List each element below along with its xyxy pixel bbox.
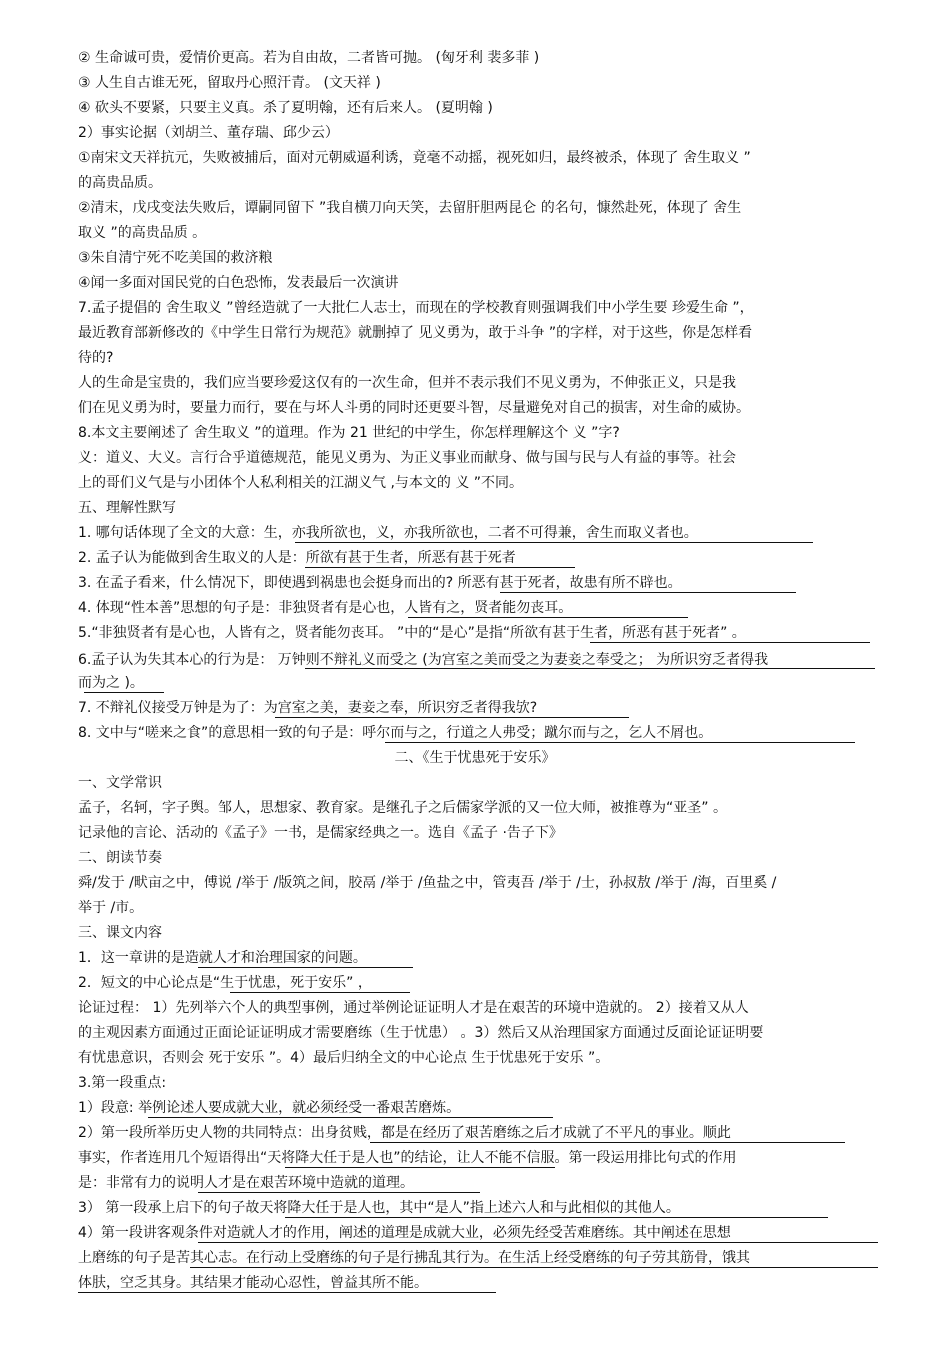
answer-underline: [500, 592, 796, 593]
section-heading: 五、理解性默写: [78, 500, 176, 516]
answer-underline: [295, 542, 813, 543]
content-item: 1．这一章讲的是造就人才和治理国家的问题。: [78, 950, 367, 966]
content-item: 论证过程： 1）先列举六个人的典型事例，通过举例论证证明人才是在艰苦的环境中造就的。 2）接着又从人: [78, 1000, 749, 1016]
content-item: 2．短文的中心论点是“生于忧患，死于安乐” ，: [78, 975, 372, 991]
section-heading: 二、朗读节奏: [78, 850, 162, 866]
text-line: ①南宋文天祥抗元，失败被捕后，面对元朝威逼利诱，竟毫不动摇，视死如归，最终被杀，体现了 舍生取义 ”: [78, 150, 751, 166]
answer-underline: [275, 717, 629, 718]
text-line: ②清末，戊戌变法失败后，谭嗣同留下 ”我自横刀向天笑，去留肝胆两昆仑 的名句，慷然赴死，体现了 舍生: [78, 200, 742, 216]
text-line: ③朱自清宁死不吃美国的救济粮: [78, 250, 273, 266]
answer-underline: [385, 742, 855, 743]
answer-underline: [305, 668, 875, 669]
answer-8: 义：道义、大义。言行合乎道德规范，能见义勇为、为正义事业而献身、做与国与民与人有益的事等。社会: [78, 450, 736, 466]
text-line: 记录他的言论、活动的《孟子》一书，是儒家经典之一。选自《孟子 ·告子下》: [78, 825, 563, 841]
content-item: 1）段意: 举例论述人要成就大业，就必须经受一番艰苦磨炼。: [78, 1100, 461, 1116]
text-line: ③ 人生自古谁无死，留取丹心照汗青。 (文天祥 ): [78, 75, 381, 91]
recitation-item: 6.孟子认为失其本心的行为是： 万钟则不辩礼义而受之 (为宫室之美而受之为妻妾之奉受之； 为所识穷乏者得我: [78, 652, 769, 668]
answer-underline: [230, 992, 410, 993]
question-7: 7.孟子提倡的 舍生取义 ”曾经造就了一大批仁人志士，而现在的学校教育则强调我们中小学生要 珍爱生命 ”，: [78, 300, 754, 316]
answer-7: 人的生命是宝贵的，我们应当要珍爱这仅有的一次生命，但并不表示我们不见义勇为，不伸张正义，只是我: [78, 375, 736, 391]
reading-rhythm: 舜/发于 /畎亩之中，傅说 /举于 /版筑之间，胶鬲 /举于 /鱼盐之中，管夷吾 /举于 /士，孙叔敖 /举于 /海，百里奚 /: [78, 875, 777, 891]
content-item: 3） 第一段承上启下的句子故天将降大任于是人也，其中“是人”指上述六人和与此相似的其他人。: [78, 1200, 680, 1216]
section-heading: 三、课文内容: [78, 925, 162, 941]
text-line: 的高贵品质。: [78, 175, 162, 191]
text-line: 最近教育部新修改的《中学生日常行为规范》就删掉了 见义勇为，敢于斗争 ”的字样，对于这些，你是怎样看: [78, 325, 753, 341]
recitation-item: 7. 不辩礼仪接受万钟是为了：为宫室之美，妻妾之奉，所识穷乏者得我欤?: [78, 700, 538, 716]
answer-underline: [305, 567, 575, 568]
recitation-item: 8. 文中与“嗟来之食”的意思相一致的句子是：呼尔而与之，行道之人弗受；蹴尔而与之，乞人不屑也。: [78, 725, 713, 741]
recitation-item: 1. 哪句话体现了全文的大意：生，亦我所欲也，义，亦我所欲也，二者不可得兼，舍生而取义者也。: [78, 525, 698, 541]
answer-underline: [78, 1292, 496, 1293]
answer-underline: [198, 967, 413, 968]
answer-underline: [285, 1167, 555, 1168]
text-line: 们在见义勇为时，要量力而行，要在与坏人斗勇的同时还更要斗智，尽量避免对自己的损害，对生命的威协。: [78, 400, 750, 416]
answer-underline: [370, 1142, 845, 1143]
answer-underline: [198, 1192, 480, 1193]
recitation-item: 4. 体现“性本善”思想的句子是：非独贤者有是心也，人皆有之，贤者能勿丧耳。: [78, 600, 573, 616]
answer-underline: [198, 1242, 878, 1243]
recitation-item: 3. 在孟子看来，什么情况下，即使遇到祸患也会挺身而出的? 所恶有甚于死者，故患有所不辟也。: [78, 575, 682, 591]
section-heading: 一、文学常识: [78, 775, 162, 791]
text-line: 待的?: [78, 350, 114, 366]
recitation-item: 2. 孟子认为能做到舍生取义的人是：所欲有甚于生者，所恶有甚于死者: [78, 550, 516, 566]
text-line: ④ 砍头不要紧，只要主义真。杀了夏明翰，还有后来人。 (夏明翰 ): [78, 100, 493, 116]
text-line: 2）事实论据（刘胡兰、董存瑞、邱少云）: [78, 125, 339, 141]
lesson-title: 二、《生于忧患死于安乐》: [394, 750, 556, 766]
text-line: 举于 /市。: [78, 900, 144, 916]
text-line: 孟子，名轲，字子舆。邹人，思想家、教育家。是继孔子之后儒家学派的又一位大师，被推尊为“亚圣” 。: [78, 800, 727, 816]
text-line: 上的哥们义气是与小团体个人私利相关的江湖义气 ,与本文的 义 ”不同。: [78, 475, 524, 491]
content-item: 4）第一段讲客观条件对造就人才的作用，阐述的道理是成就大业，必须先经受苦难磨练。其中阐述在思想: [78, 1225, 731, 1241]
text-line: 体肤，空乏其身。其结果才能动心忍性，曾益其所不能。: [78, 1275, 428, 1291]
text-line: 事实，作者连用几个短语得出“天将降大任于是人也”的结论，让人不能不信服。第一段运用排比句式的作用: [78, 1150, 737, 1166]
text-line: 是：非常有力的说明人才是在艰苦环境中造就的道理。: [78, 1175, 414, 1191]
text-line: ④闻一多面对国民党的白色恐怖，发表最后一次演讲: [78, 275, 399, 291]
content-item: 2）第一段所举历史人物的共同特点：出身贫贱，都是在经历了艰苦磨练之后才成就了不平凡的事业。顺此: [78, 1125, 731, 1141]
answer-underline: [190, 1267, 878, 1268]
text-line: 有忧患意识，否则会 死于安乐 ”。4）最后归纳全文的中心论点 生于忧患死于安乐 ”。: [78, 1050, 610, 1066]
content-item: 3.第一段重点:: [78, 1075, 167, 1091]
answer-underline: [148, 1117, 553, 1118]
answer-underline: [285, 1217, 828, 1218]
answer-underline: [408, 617, 688, 618]
text-line: ② 生命诚可贵，爱情价更高。若为自由故，二者皆可抛。 (匈牙利 裴多菲 ): [78, 50, 540, 66]
text-line: 而为之 )。: [78, 675, 144, 691]
text-line: 取义 ”的高贵品质 。: [78, 225, 207, 241]
recitation-item: 5.“非独贤者有是心也，人皆有之，贤者能勿丧耳。 ”中的“是心”是指“所欲有甚于生者，所恶有甚于死者” 。: [78, 625, 746, 641]
answer-underline: [84, 692, 164, 693]
answer-underline: [590, 642, 870, 643]
text-line: 上磨练的句子是苦其心志。在行动上受磨练的句子是行拂乱其行为。在生活上经受磨练的句子劳其筋骨，饿其: [78, 1250, 750, 1266]
question-8: 8.本文主要阐述了 舍生取义 ”的道理。作为 21 世纪的中学生，你怎样理解这个 义 ”字?: [78, 425, 620, 441]
text-line: 的主观因素方面通过正面论证证明成才需要磨练（生于忧患） 。3）然后又从治理国家方面通过反面论证证明要: [78, 1025, 764, 1041]
